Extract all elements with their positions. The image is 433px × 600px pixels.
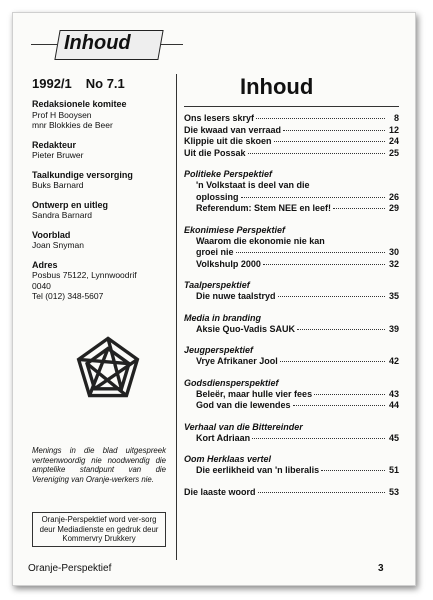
print-note-box: Oranje-Perspektief word ver-sorg deur Mediadienste en gedruk deur Kommervry Drukkery: [32, 512, 166, 547]
staff-heading: Ontwerp en uitleg: [32, 199, 109, 210]
staff-line: Pieter Bruwer: [32, 150, 84, 160]
toc-page-number: 32: [388, 258, 399, 269]
staff-line: Prof H Booysen: [32, 109, 92, 120]
toc-page-number: 51: [388, 465, 399, 475]
toc-entry: [184, 465, 399, 477]
toc-spacer: [184, 477, 399, 487]
toc-leader-dots: [314, 394, 385, 395]
toc-entry-title: Die nuwe taalstryd: [196, 291, 276, 301]
staff-list: [32, 99, 168, 311]
toc-leader-dots: [248, 153, 385, 154]
contents-column: [184, 74, 399, 498]
toc-entry-title: Beleër, maar hulle vier fees: [196, 388, 313, 399]
toc-entry: [184, 148, 399, 160]
toc-entry-title: Die kwaad van verraad: [184, 124, 282, 135]
toc-entry: [184, 259, 399, 271]
toc-page-number: 26: [388, 191, 399, 202]
toc-entry-title: God van die lewendes: [196, 400, 291, 410]
toc-leader-dots: [252, 438, 385, 439]
toc-entry-title: Referendum: Stem NEE en leef!: [196, 203, 332, 213]
staff-heading: Taalkundige versorging: [32, 169, 133, 180]
toc-entry: [184, 247, 399, 259]
toc-entry: [184, 400, 399, 412]
issue-number: No 7.1: [85, 76, 125, 91]
toc-page-number: 39: [388, 323, 399, 334]
toc-entry: [184, 291, 399, 303]
toc-leader-dots: [241, 197, 386, 198]
toc-entry: [184, 203, 399, 215]
toc-leader-dots: [256, 118, 385, 119]
disclaimer-text: Menings in die blad uitgespreek verteenwoordig nie noodwendig die amptelike standpunt van die Vereniging van Oranje-werkers nie.: [32, 446, 166, 484]
staff-line: 0040: [32, 280, 51, 291]
toc-entry-title: groei nie: [196, 247, 234, 257]
toc-category: Taalperspektief: [184, 280, 250, 290]
staff-line: Tel (012) 348-5607: [32, 291, 104, 301]
toc-leader-dots: [283, 130, 385, 131]
toc-entry: [184, 356, 399, 368]
toc-entry-title: oplossing: [196, 191, 239, 202]
issue-year: 1992/1: [32, 76, 72, 91]
toc-category: Verhaal van die Bittereinder: [184, 421, 303, 432]
toc-entry-title: Aksie Quo-Vadis SAUK: [196, 323, 296, 334]
staff-heading: Adres: [32, 259, 58, 270]
column-divider: [176, 74, 177, 560]
toc-entry: [184, 125, 399, 137]
header-tab-label: Inhoud: [64, 32, 131, 54]
toc-category: Media in branding: [184, 312, 262, 323]
contents-title: Inhoud: [240, 74, 314, 99]
staff-line: mnr Blokkies de Beer: [32, 120, 113, 130]
toc-entry: [184, 487, 399, 499]
show-through-text: [200, 22, 420, 82]
staff-section: [32, 230, 168, 251]
issue-line: [32, 76, 139, 91]
toc-entry-title: Die laaste woord: [184, 486, 256, 497]
toc-category: Politieke Perspektief: [184, 169, 273, 179]
staff-section: [32, 99, 168, 131]
toc-entry: [184, 389, 399, 401]
toc-page-number: 12: [388, 124, 399, 135]
toc-entry: [184, 433, 399, 445]
toc-entry-title: Klippie uit die skoen: [184, 136, 272, 146]
toc-category: Oom Herklaas vertel: [184, 454, 272, 464]
toc-page-number: 25: [388, 147, 399, 158]
footer-page-number: 3: [378, 563, 384, 574]
staff-section: [32, 170, 168, 191]
toc-page-number: 35: [388, 291, 399, 301]
toc-leader-dots: [263, 264, 385, 265]
header-rule-right: [161, 44, 183, 45]
toc-page-number: 30: [388, 247, 399, 257]
toc-entry-title: Die eerlikheid van 'n liberalis: [196, 465, 320, 475]
toc-entry-title: Uit die Possak: [184, 147, 246, 158]
toc-entry: [184, 136, 399, 148]
staff-section: [32, 200, 168, 221]
toc-category: Godsdiensperspektief: [184, 377, 279, 388]
staff-section: [32, 140, 168, 161]
toc-entry-title: Vrye Afrikaner Jool: [196, 356, 278, 366]
toc-page-number: 45: [388, 432, 399, 443]
contents-list: [184, 113, 399, 498]
toc-entry: [184, 324, 399, 336]
toc-entry-title: 'n Volkstaat is deel van die: [196, 180, 310, 190]
staff-heading: Voorblad: [32, 229, 71, 240]
toc-page-number: 44: [388, 400, 399, 410]
toc-entry-title: Waarom die ekonomie nie kan: [196, 235, 325, 246]
toc-page-number: 42: [388, 356, 399, 366]
header-rule-left: [31, 44, 57, 45]
toc-leader-dots: [236, 252, 385, 253]
staff-heading: Redaksionele komitee: [32, 99, 127, 109]
toc-category: Ekonimiese Perspektief: [184, 224, 286, 235]
toc-page-number: 24: [388, 136, 399, 146]
toc-entry: [184, 113, 399, 125]
toc-leader-dots: [280, 361, 385, 362]
staff-line: Posbus 75122, Lynnwoodrif: [32, 270, 137, 280]
toc-leader-dots: [293, 405, 385, 406]
toc-page-number: 43: [388, 388, 399, 399]
toc-page-number: 8: [393, 113, 399, 123]
toc-category: Jeugperspektief: [184, 345, 254, 355]
toc-page-number: 53: [388, 486, 399, 497]
toc-entry-title: Kort Adriaan: [196, 432, 251, 443]
toc-entry: [184, 192, 399, 204]
toc-leader-dots: [278, 296, 385, 297]
staff-line: Joan Snyman: [32, 240, 84, 250]
contents-rule: [184, 106, 399, 107]
toc-page-number: 29: [388, 203, 399, 213]
toc-leader-dots: [258, 492, 385, 493]
staff-heading: Redakteur: [32, 139, 77, 150]
footer-magazine-name: Oranje-Perspektief: [28, 563, 112, 574]
toc-leader-dots: [274, 141, 385, 142]
toc-entry-title: Ons lesers skryf: [184, 113, 255, 123]
toc-leader-dots: [333, 208, 385, 209]
staff-line: Sandra Barnard: [32, 210, 93, 220]
pentagon-logo-icon: [66, 330, 150, 414]
toc-leader-dots: [321, 470, 385, 471]
staff-section: [32, 260, 168, 302]
staff-line: Buks Barnard: [32, 180, 84, 190]
toc-entry-title: Volkshulp 2000: [196, 258, 261, 269]
toc-leader-dots: [297, 329, 385, 330]
